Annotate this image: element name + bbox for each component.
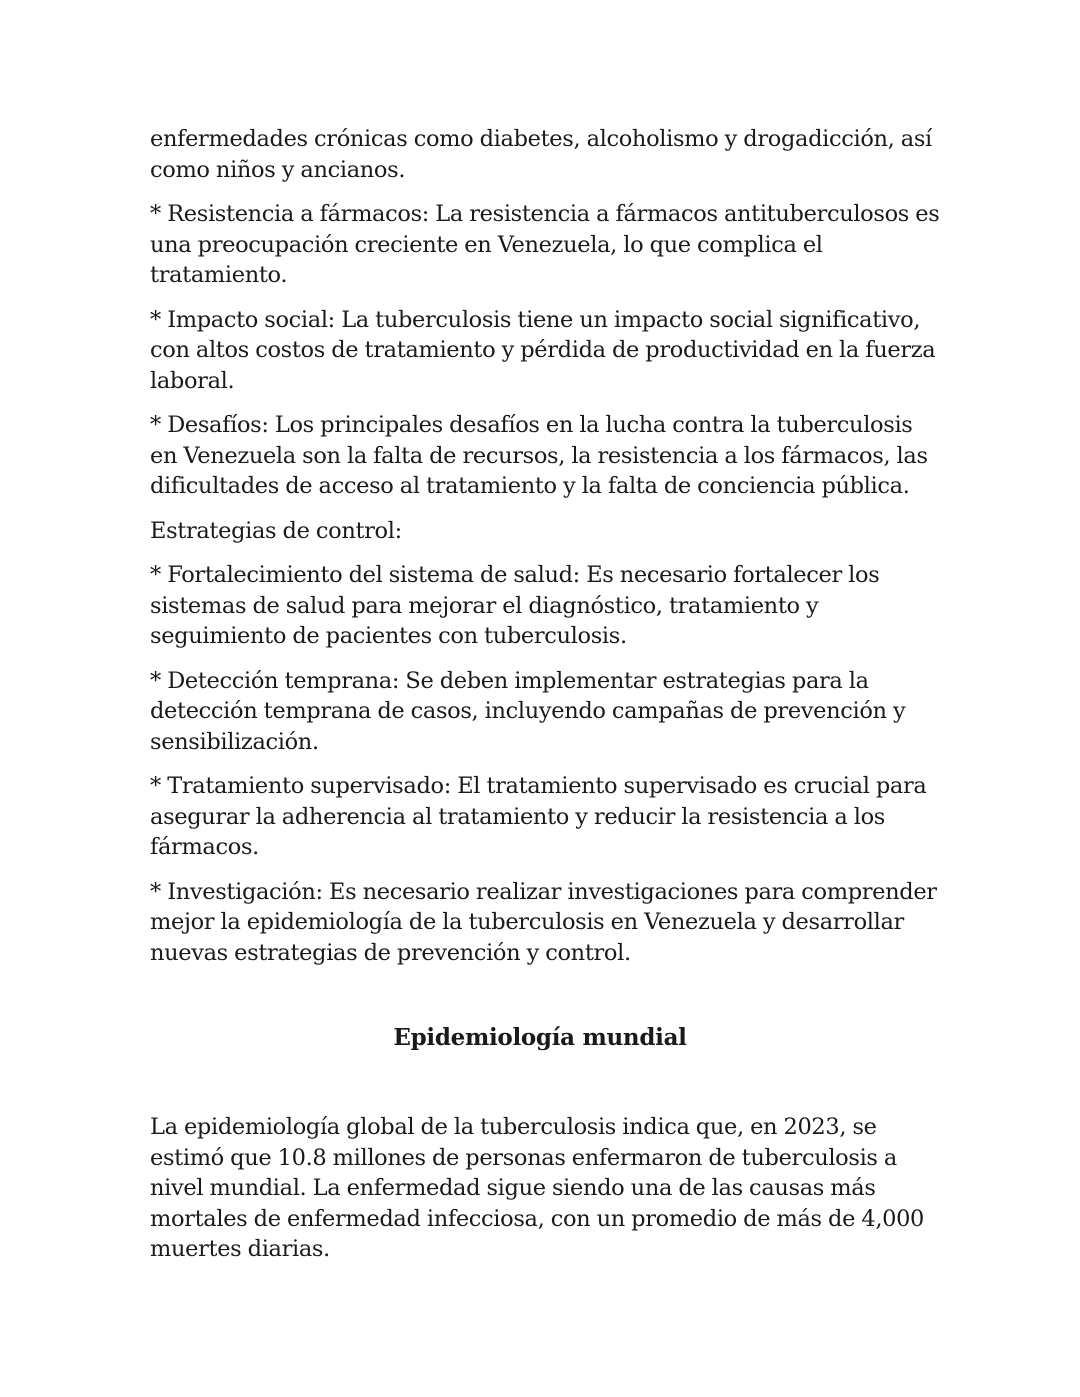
text-line: fármacos. bbox=[150, 834, 259, 860]
text-line: laboral. bbox=[150, 367, 235, 394]
text-line: detección temprana de casos, incluyendo campañas de prevención y bbox=[150, 698, 906, 724]
text-line: enfermedades crónicas como diabetes, alcoholismo y drogadicción, así bbox=[150, 126, 932, 152]
text-line: seguimiento de pacientes con tuberculosis. bbox=[150, 623, 627, 649]
paragraph-health-system bbox=[150, 560, 950, 652]
text-line: sistemas de salud para mejorar el diagnóstico, tratamiento y bbox=[150, 592, 819, 619]
text-line: * Detección temprana: Se deben implementar estrategias para la bbox=[150, 667, 869, 694]
text-line: Estrategias de control: bbox=[150, 517, 402, 544]
text-line: * Fortalecimiento del sistema de salud: Es necesario fortalecer los bbox=[150, 562, 880, 588]
text-line: sensibilización. bbox=[150, 728, 319, 755]
paragraph-drug-resistance bbox=[150, 199, 950, 291]
text-line: * Investigación: Es necesario realizar investigaciones para comprender bbox=[150, 878, 937, 905]
paragraph-challenges bbox=[150, 410, 950, 502]
text-line: * Resistencia a fármacos: La resistencia a fármacos antituberculosos es bbox=[150, 201, 940, 227]
text-line: asegurar la adherencia al tratamiento y reducir la resistencia a los bbox=[150, 803, 885, 830]
text-line: muertes diarias. bbox=[150, 1236, 330, 1262]
paragraph-risk-groups bbox=[150, 124, 950, 185]
section-heading-global-epidemiology: Epidemiología mundial bbox=[393, 1024, 687, 1051]
paragraph-research bbox=[150, 877, 950, 969]
paragraph-social-impact bbox=[150, 305, 950, 397]
text-line: una preocupación creciente en Venezuela, lo que complica el bbox=[150, 231, 823, 258]
paragraph-early-detection bbox=[150, 666, 950, 758]
paragraph-supervised-treatment bbox=[150, 771, 950, 863]
text-line: estimó que 10.8 millones de personas enfermaron de tuberculosis a bbox=[150, 1144, 897, 1171]
text-line: dificultades de acceso al tratamiento y la falta de conciencia pública. bbox=[150, 473, 910, 499]
text-line: mejor la epidemiología de la tuberculosis en Venezuela y desarrollar bbox=[150, 909, 904, 935]
text-line: * Tratamiento supervisado: El tratamiento supervisado es crucial para bbox=[150, 773, 927, 799]
text-line: como niños y ancianos. bbox=[150, 156, 406, 183]
text-line: nuevas estrategias de prevención y control. bbox=[150, 939, 631, 966]
text-line: * Impacto social: La tuberculosis tiene un impacto social significativo, bbox=[150, 306, 921, 333]
text-line: en Venezuela son la falta de recursos, la resistencia a los fármacos, las bbox=[150, 442, 928, 469]
text-line: * Desafíos: Los principales desafíos en la lucha contra la tuberculosis bbox=[150, 412, 913, 438]
text-line: nivel mundial. La enfermedad sigue siendo una de las causas más bbox=[150, 1175, 876, 1201]
text-line: tratamiento. bbox=[150, 262, 288, 288]
text-line: con altos costos de tratamiento y pérdida de productividad en la fuerza bbox=[150, 337, 936, 363]
control-strategies-label bbox=[150, 516, 950, 547]
paragraph-global-epidemiology bbox=[150, 1112, 950, 1265]
text-line: La epidemiología global de la tuberculosis indica que, en 2023, se bbox=[150, 1114, 877, 1140]
text-line: mortales de enfermedad infecciosa, con un promedio de más de 4,000 bbox=[150, 1205, 925, 1232]
document-page bbox=[150, 124, 950, 1262]
